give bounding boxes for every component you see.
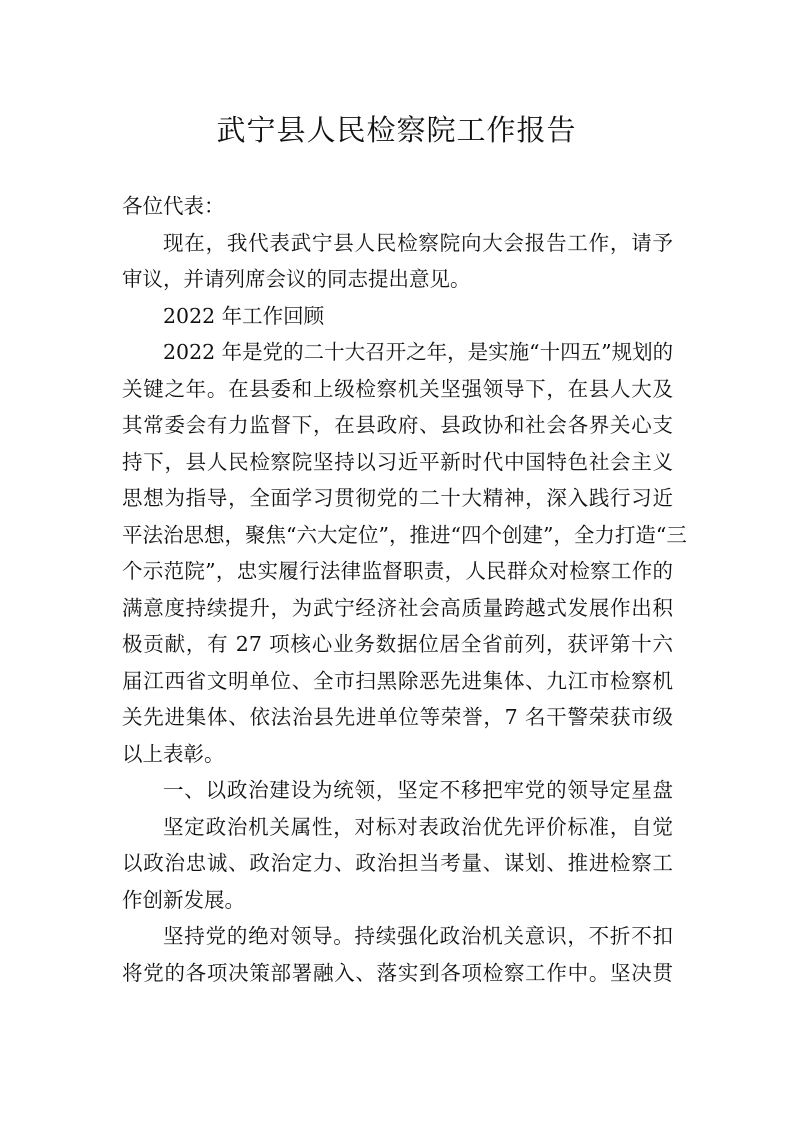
text-line: 作创新发展。 xyxy=(122,887,245,912)
text-line: 满意度持续提升，为武宁经济社会高质量跨越式发展作出积 xyxy=(122,595,673,620)
text-line: 持下，县人民检察院坚持以习近平新时代中国特色社会主义 xyxy=(122,449,673,474)
text-line: 关先进集体、依法治县先进单位等荣誉，7 名干警荣获市级 xyxy=(122,705,673,729)
document-body xyxy=(122,188,687,991)
text-line: 关键之年。在县委和上级检察机关坚强领导下，在县人大及 xyxy=(122,376,673,401)
paragraph xyxy=(122,298,673,335)
paragraph xyxy=(122,772,673,809)
text-line: 极贡献，有 27 项核心业务数据位居全省前列，获评第十六 xyxy=(122,632,673,656)
document-title: 武宁县人民检察院工作报告 xyxy=(216,113,577,147)
text-line: 思想为指导，全面学习贯彻党的二十大精神，深入践行习近 xyxy=(122,486,673,510)
paragraph xyxy=(122,809,673,919)
text-line: 2022 年工作回顾 xyxy=(163,303,325,328)
text-line: 2022 年是党的二十大召开之年，是实施“十四五”规划的 xyxy=(163,340,674,364)
text-line: 其常委会有力监督下，在县政府、县政协和社会各界关心支 xyxy=(122,413,673,437)
paragraph xyxy=(122,918,673,991)
text-line: 将党的各项决策部署融入、落实到各项检察工作中。坚决贯 xyxy=(122,960,673,985)
text-line: 个示范院”，忠实履行法律监督职责，人民群众对检察工作的 xyxy=(122,559,673,583)
text-line: 以上表彰。 xyxy=(122,741,225,766)
text-line: 现在，我代表武宁县人民检察院向大会报告工作，请予 xyxy=(163,230,673,255)
text-line: 一、以政治建设为统领，坚定不移把牢党的领导定星盘 xyxy=(163,778,673,802)
paragraph xyxy=(122,225,673,298)
text-line: 平法治思想，聚焦“六大定位”，推进“四个创建”，全力打造“三 xyxy=(122,522,687,547)
text-line: 审议，并请列席会议的同志提出意见。 xyxy=(122,267,471,291)
text-line: 坚持党的绝对领导。持续强化政治机关意识，不折不扣 xyxy=(163,924,673,948)
paragraph xyxy=(122,334,687,772)
text-line: 以政治忠诚、政治定力、政治担当考量、谋划、推进检察工 xyxy=(122,851,673,875)
text-line: 届江西省文明单位、全市扫黑除恶先进集体、九江市检察机 xyxy=(122,668,673,693)
paragraph xyxy=(122,188,673,225)
text-line: 坚定政治机关属性，对标对表政治优先评价标准，自觉 xyxy=(163,814,673,839)
text-line: 各位代表： xyxy=(122,194,225,218)
